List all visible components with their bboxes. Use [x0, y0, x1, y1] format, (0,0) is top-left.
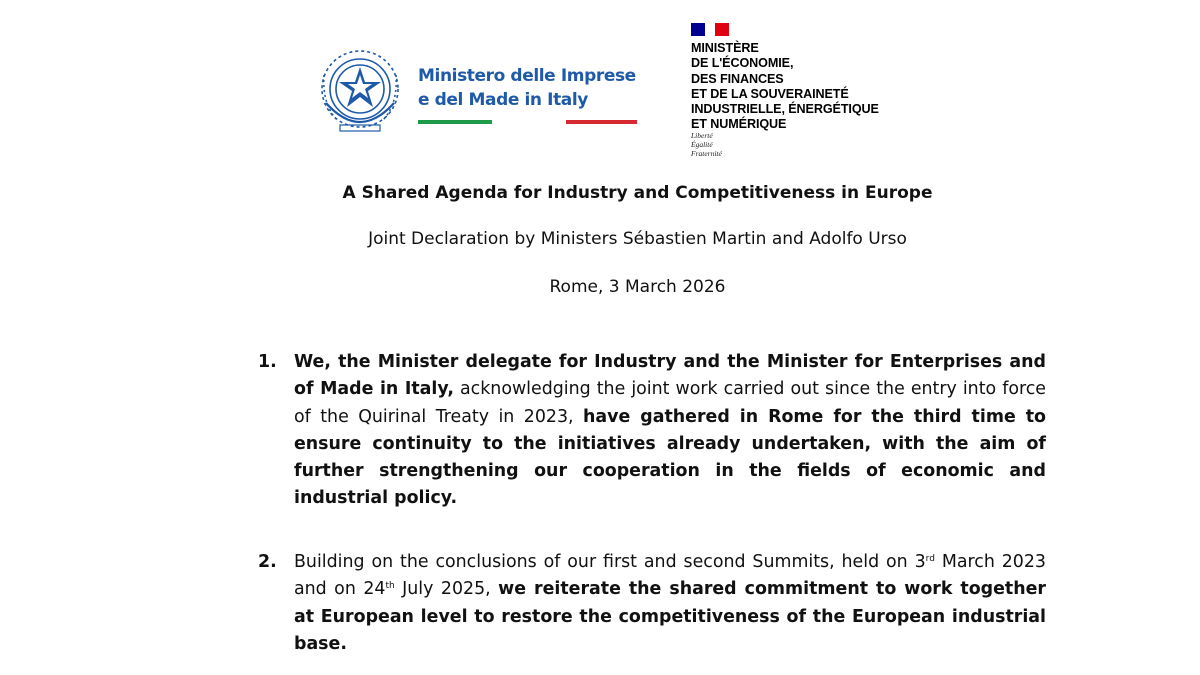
paragraph-segment-bold: We, the Minister delegate for Industry and the Minister for Enterprises and of Made in Italy, [294, 352, 1046, 400]
paragraph-segment-bold: we reiterate the shared commitment to work together at European level to restore the competitiveness of the European industrial base. [294, 579, 1046, 654]
french-ministry-line: ET NUMÉRIQUE [691, 117, 787, 132]
marianne-flag-icon [691, 23, 729, 36]
mimit-name-line-1: Ministero delle Imprese [418, 66, 636, 86]
italian-tricolor-green-bar [418, 120, 492, 124]
document-title: A Shared Agenda for Industry and Competitiveness in Europe [342, 183, 933, 203]
paragraph-text [294, 549, 1046, 658]
motto-fraternite: Fraternité [691, 149, 722, 158]
french-ministry-line: INDUSTRIELLE, ÉNERGÉTIQUE [691, 102, 879, 117]
paragraph-number: 1. [258, 352, 277, 372]
motto-liberte: Liberté [691, 131, 713, 140]
document-subtitle: Joint Declaration by Ministers Sébastien Martin and Adolfo Urso [368, 229, 907, 249]
mimit-ministry-name [418, 64, 658, 112]
motto-egalite: Égalité [691, 140, 713, 149]
paragraph-segment: July 2025, [394, 579, 499, 600]
ordinal-superscript: rd [925, 554, 935, 564]
paragraph-number: 2. [258, 552, 277, 572]
french-ministry-name [691, 41, 951, 133]
paragraph-segment: Building on the conclusions of our first and second Summits, held on 3 [294, 552, 926, 572]
paragraph-segment: March 2023 and on 24 [294, 552, 1047, 600]
italian-tricolor-red-bar [566, 120, 637, 124]
french-ministry-line: DE L'ÉCONOMIE, [691, 56, 794, 71]
ordinal-superscript: th [385, 581, 395, 592]
french-ministry-line: MINISTÈRE [691, 41, 759, 55]
french-ministry-line: DES FINANCES [691, 71, 784, 86]
republic-motto [691, 131, 722, 158]
paragraph-segment: acknowledging the joint work carried out since the entry into force of the Quirinal Treaty in 2023, [294, 379, 1046, 427]
french-ministry-line: ET DE LA SOUVERAINETÉ [691, 86, 849, 101]
italian-republic-emblem-icon [318, 45, 402, 137]
paragraph-text [294, 349, 1046, 513]
document-place-date: Rome, 3 March 2026 [549, 277, 726, 297]
mimit-name-line-2: e del Made in Italy [418, 90, 588, 110]
paragraph-segment-bold: have gathered in Rome for the third time to ensure continuity to the initiatives already undertaken, with the aim of further strengthening our cooperation in the fields of economic and industrial policy. [294, 406, 1046, 509]
